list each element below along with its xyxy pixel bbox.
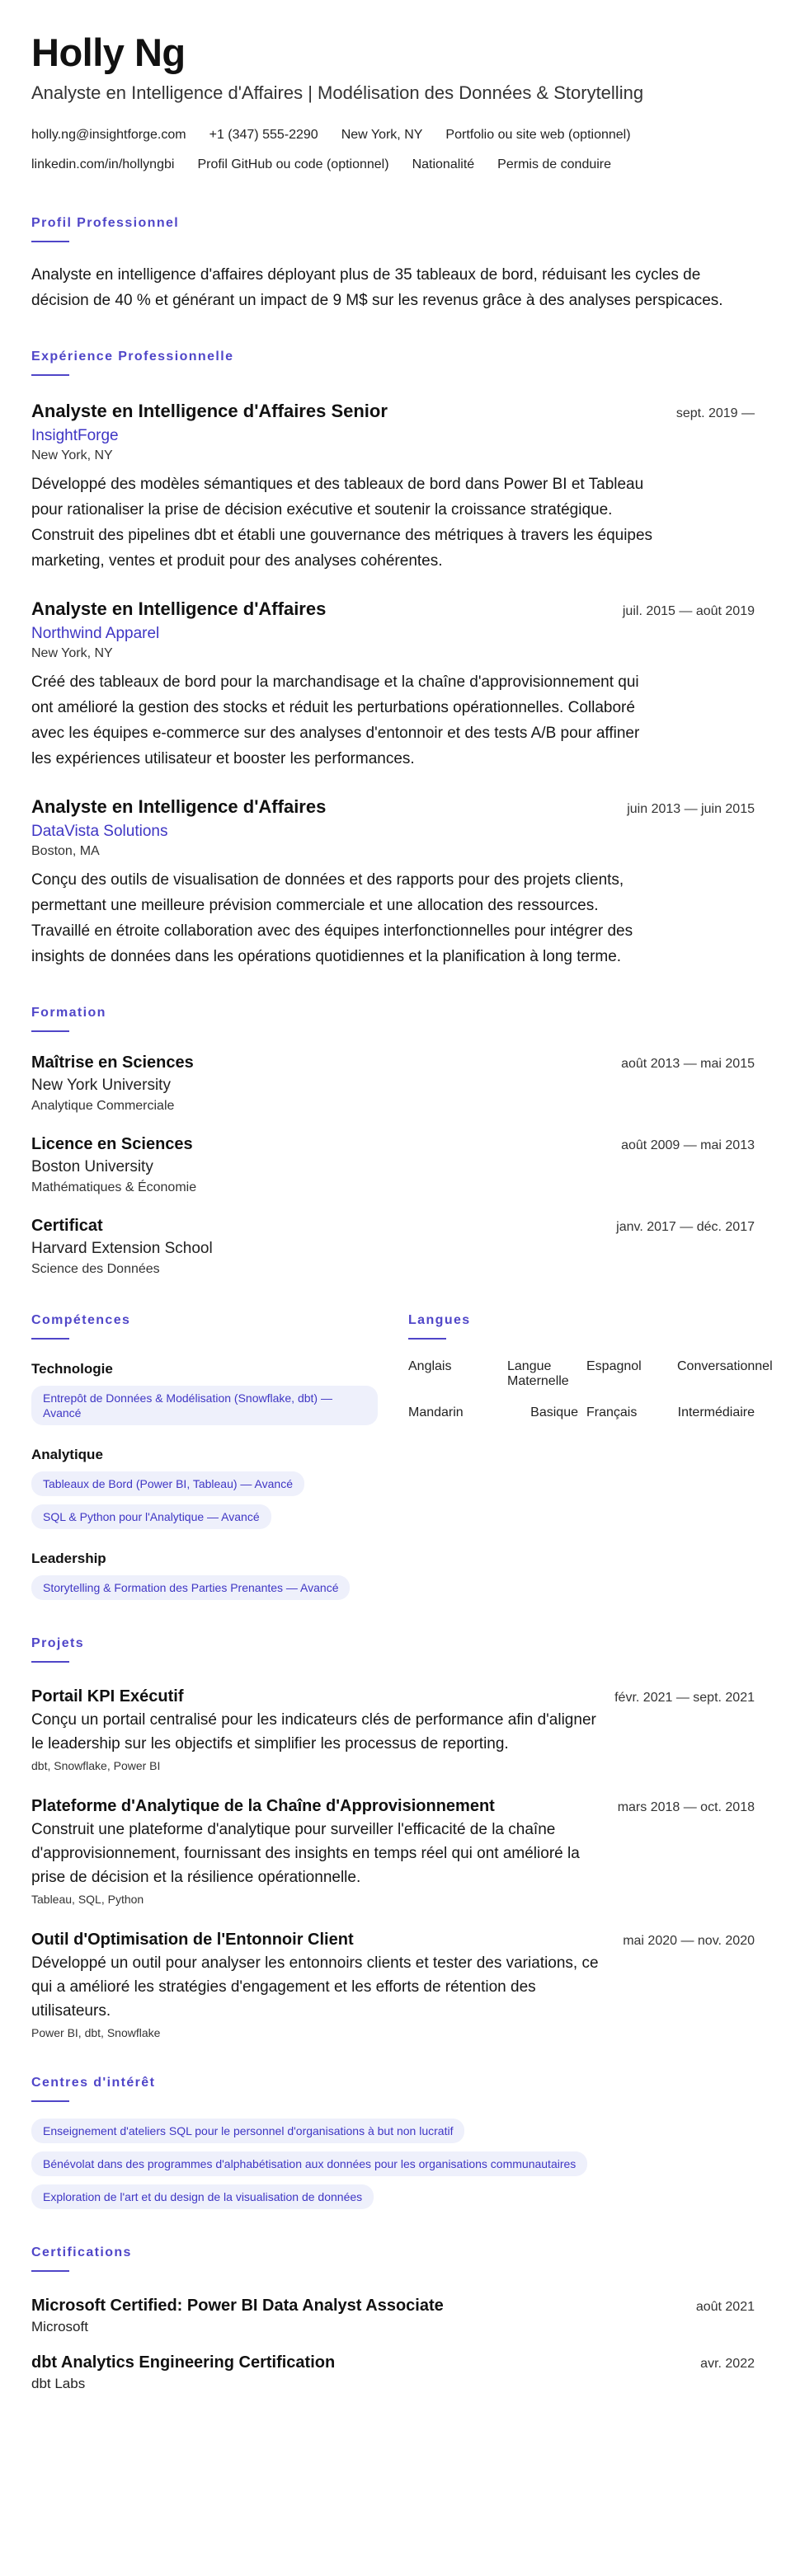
education-entry [31,1135,755,1195]
profile-section [31,216,755,313]
project-title: Portail KPI Exécutif [31,1687,184,1706]
language-name: Mandarin [408,1405,464,1419]
skill-chip: SQL & Python pour l'Analytique — Avancé [31,1504,271,1529]
field-of-study: Science des Données [31,1262,160,1276]
job-company: InsightForge [31,427,119,444]
section-divider [31,1030,69,1032]
school: New York University [31,1077,171,1094]
field-of-study: Mathématiques & Économie [31,1180,197,1194]
project-entry [31,1797,755,1906]
skill-category: Leadership [31,1551,106,1566]
education-date: janv. 2017 — déc. 2017 [616,1220,755,1234]
job-date: juin 2013 — juin 2015 [627,802,755,816]
contact-location: New York, NY [341,128,423,142]
section-title: Compétences [31,1313,131,1327]
school: Harvard Extension School [31,1240,213,1257]
language-level: Basique [530,1405,578,1419]
skills-section [31,1313,408,1600]
job-date: juil. 2015 — août 2019 [622,604,755,618]
interest-list [31,2119,755,2209]
language-level: Conversationnel [677,1359,773,1373]
interest-chip: Enseignement d'ateliers SQL pour le personnel d'organisations à but non lucratif [31,2119,464,2143]
certification-name: dbt Analytics Engineering Certification [31,2353,336,2372]
section-title: Certifications [31,2245,132,2259]
project-title: Outil d'Optimisation de l'Entonnoir Client [31,1931,354,1949]
profile-summary: Analyste en intelligence d'affaires déployant plus de 35 tableaux de bord, réduisant les cycles de décision de 40 % et générant un impact de 9 M$ sur les revenus grâce à des analyses perspicaces. [31,266,723,309]
project-tech: dbt, Snowflake, Power BI [31,1759,161,1772]
contact-linkedin[interactable]: linkedin.com/in/hollyngbi [31,157,175,171]
job-location: New York, NY [31,646,113,660]
languages-section [408,1313,773,1600]
resume-header [31,30,755,180]
certification-name: Microsoft Certified: Power BI Data Analyst Associate [31,2297,444,2315]
certification-issuer: Microsoft [31,2319,88,2334]
project-tech: Tableau, SQL, Python [31,1893,144,1906]
language-name: Français [586,1405,638,1419]
contact-nationality: Nationalité [412,157,475,171]
skill-group [31,1447,408,1529]
interest-chip: Bénévolat dans des programmes d'alphabétisation aux données pour les organisations communautaires [31,2151,587,2176]
language-name: Anglais [408,1359,452,1373]
section-divider [31,1338,69,1340]
job-entry [31,401,755,574]
project-entry [31,1931,755,2039]
project-date: mars 2018 — oct. 2018 [617,1800,755,1814]
job-description: Créé des tableaux de bord pour la marchandisage et la chaîne d'approvisionnement qui ont amélioré la gestion des stocks et réduit les perturbations opérationnelles. Collaboré avec les équipes e-commerce sur des analyses d'entonnoir et des tests A/B pour affiner les expériences utilisateur et booster les performances. [31,673,640,767]
job-description: Développé des modèles sémantiques et des tableaux de bord dans Power BI et Tableau pour rationaliser la prise de décision exécutive et soutenir la croissance stratégique. Construit des pipelines dbt et établi une gouvernance des métriques à travers les équipes marketing, ventes et produit pour des analyses cohérentes. [31,476,653,570]
project-date: mai 2020 — nov. 2020 [623,1934,755,1948]
school: Boston University [31,1158,153,1175]
job-description: Conçu des outils de visualisation de données et des rapports pour des projets clients, permettant une meilleure prévision commerciale et une allocation des ressources. Travaillé en étroite collaboration avec des équipes interfonctionnelles pour intégrer des insights de données dans les opérations quotidiennes et la planification à long terme. [31,871,633,965]
skills-languages-row [31,1313,773,1600]
projects-section [31,1636,755,2039]
section-title: Expérience Professionnelle [31,350,234,364]
job-entry [31,796,755,969]
job-location: New York, NY [31,448,113,462]
section-title: Profil Professionnel [31,216,180,230]
job-title: Analyste en Intelligence d'Affaires [31,598,327,619]
project-date: févr. 2021 — sept. 2021 [614,1691,755,1705]
skill-category: Analytique [31,1447,103,1462]
section-title: Formation [31,1006,106,1020]
project-description: Développé un outil pour analyser les entonnoirs clients et tester des variations, ce qui a amélioré les stratégies d'engagement et les efforts de rétention des utilisateurs. [31,1954,599,2020]
section-divider [31,374,69,376]
degree: Maîtrise en Sciences [31,1053,194,1072]
project-tech: Power BI, dbt, Snowflake [31,2026,161,2039]
job-entry [31,598,755,772]
degree: Licence en Sciences [31,1135,193,1153]
section-divider [31,2100,69,2102]
skill-chip: Storytelling & Formation des Parties Prenantes — Avancé [31,1575,350,1600]
project-description: Construit une plateforme d'analytique pour surveiller l'efficacité de la chaîne d'approvisionnement, fournissant des insights en temps réel qui ont amélioré la prise de décision et la résilience opérationnelle. [31,1821,580,1886]
candidate-name: Holly Ng [31,30,186,74]
section-divider [31,2270,69,2272]
certification-date: avr. 2022 [700,2357,755,2371]
certification-date: août 2021 [695,2300,755,2314]
section-title: Projets [31,1636,85,1650]
project-entry [31,1687,755,1772]
education-date: août 2013 — mai 2015 [621,1057,755,1071]
job-company: Northwind Apparel [31,625,160,642]
language-list [408,1359,773,1420]
education-entry [31,1053,755,1114]
degree: Certificat [31,1217,103,1235]
certification-issuer: dbt Labs [31,2376,86,2391]
contact-portfolio[interactable]: Portfolio ou site web (optionnel) [445,128,631,142]
headline: Analyste en Intelligence d'Affaires | Modélisation des Données & Storytelling [31,82,644,103]
certifications-section [31,2245,755,2392]
skill-group [31,1361,408,1425]
interests-section [31,2076,755,2209]
education-entry [31,1217,755,1277]
certification-entry [31,2297,755,2335]
project-description: Conçu un portail centralisé pour les indicateurs clés de performance afin d'aligner le leadership sur les objectifs et simplifier les processus de reporting. [31,1711,596,1753]
contact-list [31,120,755,180]
section-divider [408,1338,446,1340]
job-date: sept. 2019 — [675,406,755,420]
section-title: Centres d'intérêt [31,2076,156,2090]
skill-chip: Entrepôt de Données & Modélisation (Snowflake, dbt) — Avancé [31,1386,378,1425]
job-company: DataVista Solutions [31,823,168,840]
interest-chip: Exploration de l'art et du design de la visualisation de données [31,2184,374,2209]
language-name: Espagnol [586,1359,642,1373]
contact-license: Permis de conduire [497,157,612,171]
language-level: Intermédiaire [677,1405,755,1419]
project-title: Plateforme d'Analytique de la Chaîne d'Approvisionnement [31,1797,495,1815]
section-divider [31,241,69,242]
education-section [31,1006,755,1277]
language-level: Langue Maternelle [507,1359,569,1388]
contact-email[interactable]: holly.ng@insightforge.com [31,128,186,142]
job-title: Analyste en Intelligence d'Affaires [31,796,327,817]
contact-github[interactable]: Profil GitHub ou code (optionnel) [197,157,389,171]
contact-phone[interactable]: +1 (347) 555-2290 [209,128,318,142]
field-of-study: Analytique Commerciale [31,1099,175,1113]
section-divider [31,1661,69,1663]
skill-category: Technologie [31,1361,113,1377]
skill-group [31,1551,408,1600]
experience-section [31,350,755,969]
job-title: Analyste en Intelligence d'Affaires Senior [31,401,388,421]
education-date: août 2009 — mai 2013 [621,1138,755,1152]
skill-chip: Tableaux de Bord (Power BI, Tableau) — Avancé [31,1471,304,1496]
certification-entry [31,2353,755,2392]
job-location: Boston, MA [31,844,100,858]
section-title: Langues [408,1313,471,1327]
